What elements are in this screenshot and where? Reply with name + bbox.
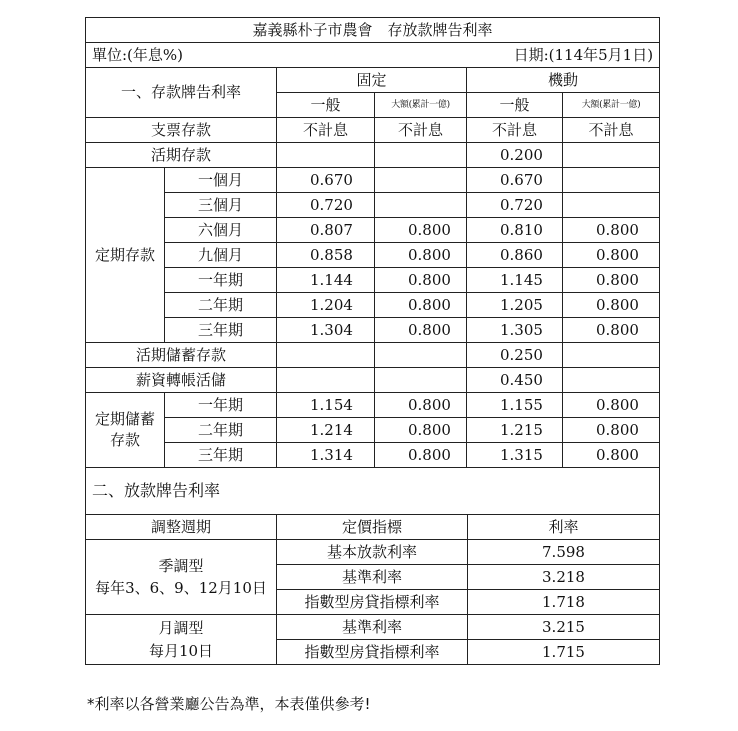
footnote: *利率以各營業廳公告為準，本表僅供參考!	[87, 695, 371, 713]
time-savings-row: 二年期 1.214 0.800 1.215 0.800	[86, 418, 660, 443]
demand-savings-row: 活期儲蓄存款 0.250	[86, 343, 660, 368]
floating-header: 機動	[467, 68, 660, 93]
time-deposit-label: 定期存款	[86, 168, 165, 343]
time-row: 二年期 1.204 0.800 1.205 0.800	[86, 293, 660, 318]
time-row: 九個月 0.858 0.800 0.860 0.800	[86, 243, 660, 268]
page-title: 嘉義縣朴子市農會 存放款牌告利率	[86, 18, 660, 43]
floating-general-header: 一般	[467, 93, 563, 118]
time-row: 定期存款 一個月 0.670 0.670	[86, 168, 660, 193]
loan-section-title: 二、放款牌告利率	[86, 468, 660, 515]
time-row: 六個月 0.807 0.800 0.810 0.800	[86, 218, 660, 243]
demand-row: 活期存款 0.200	[86, 143, 660, 168]
fixed-header: 固定	[277, 68, 467, 93]
loan-rate-table	[85, 514, 660, 665]
date-label: 日期:(114年5月1日)	[375, 43, 660, 68]
loan-row: 月調型 每月10日 基準利率 3.215	[86, 615, 660, 640]
checking-row: 支票存款 不計息 不計息 不計息 不計息	[86, 118, 660, 143]
time-savings-row: 定期儲蓄 存款 一年期 1.154 0.800 1.155 0.800	[86, 393, 660, 418]
time-row: 三個月 0.720 0.720	[86, 193, 660, 218]
fixed-large-header: 大額(累計一億)	[375, 93, 467, 118]
quarterly-cell: 季調型 每年3、6、9、12月10日	[86, 540, 277, 615]
deposit-rate-table	[85, 17, 660, 514]
fixed-general-header: 一般	[277, 93, 375, 118]
unit-label: 單位:(年息%)	[86, 43, 375, 68]
rate-header: 利率	[468, 515, 660, 540]
time-row: 一年期 1.144 0.800 1.145 0.800	[86, 268, 660, 293]
loan-row: 季調型 每年3、6、9、12月10日 基本放款利率 7.598	[86, 540, 660, 565]
time-savings-label: 定期儲蓄 存款	[86, 393, 165, 468]
loan-row: 指數型房貸指標利率 1.718	[86, 590, 660, 615]
time-savings-row: 三年期 1.314 0.800 1.315 0.800	[86, 443, 660, 468]
loan-row: 指數型房貸指標利率 1.715	[86, 640, 660, 665]
index-header: 定價指標	[277, 515, 468, 540]
loan-row: 基準利率 3.218	[86, 565, 660, 590]
deposit-section-title: 一、存款牌告利率	[86, 68, 277, 118]
salary-row: 薪資轉帳活儲 0.450	[86, 368, 660, 393]
period-header: 調整週期	[86, 515, 277, 540]
monthly-cell: 月調型 每月10日	[86, 615, 277, 665]
rate-sheet	[85, 17, 659, 665]
floating-large-header: 大額(累計一億)	[563, 93, 660, 118]
time-row: 三年期 1.304 0.800 1.305 0.800	[86, 318, 660, 343]
